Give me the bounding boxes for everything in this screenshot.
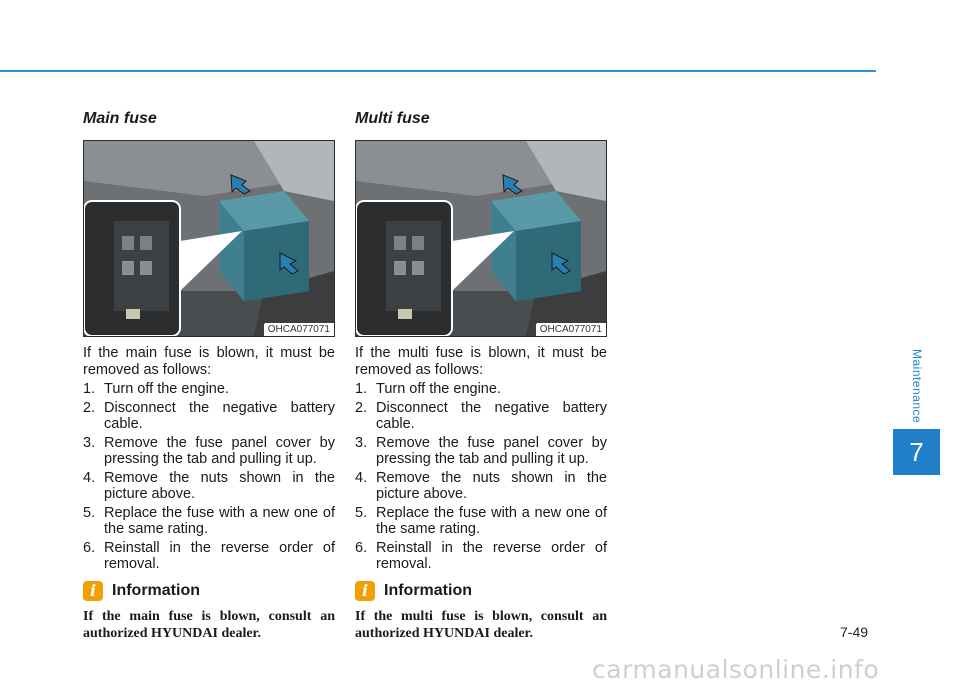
info-icon: i bbox=[83, 581, 103, 601]
engine-bay-illustration bbox=[84, 141, 334, 336]
chapter-name: Maintenance bbox=[910, 348, 924, 424]
intro-text: If the multi fuse is blown, it must be removed as follows: bbox=[355, 345, 607, 378]
list-item: 5. Replace the fuse with a new one of the same rating. bbox=[83, 504, 335, 537]
section-title-multi-fuse: Multi fuse bbox=[355, 110, 430, 127]
photo-code: OHCA077071 bbox=[536, 323, 606, 336]
list-item: 4. Remove the nuts shown in the picture above. bbox=[83, 469, 335, 502]
list-item: 4. Remove the nuts shown in the picture above. bbox=[355, 469, 607, 502]
list-item: 5. Replace the fuse with a new one of the same rating. bbox=[355, 504, 607, 537]
intro-text: If the main fuse is blown, it must be removed as follows: bbox=[83, 345, 335, 378]
list-item: 1. Turn off the engine. bbox=[355, 381, 501, 397]
photo-code: OHCA077071 bbox=[264, 323, 334, 336]
information-text: If the main fuse is blown, consult an authorized HYUNDAI dealer. bbox=[83, 608, 335, 641]
information-heading bbox=[83, 581, 335, 601]
list-item: 6. Reinstall in the reverse order of removal. bbox=[83, 539, 335, 572]
engine-fuse-photo bbox=[355, 140, 607, 337]
watermark: carmanualsonline.info bbox=[592, 655, 880, 684]
information-label: Information bbox=[112, 581, 200, 599]
list-item: 3. Remove the fuse panel cover by pressing the tab and pulling it up. bbox=[355, 434, 607, 467]
chapter-number-tab: 7 bbox=[893, 429, 940, 475]
main-fuse-section bbox=[83, 110, 335, 642]
list-item: 1. Turn off the engine. bbox=[83, 381, 229, 397]
list-item: 2. Disconnect the negative battery cable. bbox=[83, 399, 335, 432]
engine-bay-illustration bbox=[356, 141, 606, 336]
section-title-main-fuse: Main fuse bbox=[83, 110, 157, 127]
step-list bbox=[355, 381, 607, 573]
multi-fuse-section bbox=[355, 110, 607, 642]
page-number: 7-49 bbox=[840, 624, 869, 640]
step-list bbox=[83, 381, 335, 573]
information-label: Information bbox=[384, 581, 472, 599]
header-rule bbox=[0, 70, 876, 72]
information-heading bbox=[355, 581, 607, 601]
info-icon: i bbox=[355, 581, 375, 601]
list-item: 3. Remove the fuse panel cover by pressing the tab and pulling it up. bbox=[83, 434, 335, 467]
information-text: If the multi fuse is blown, consult an authorized HYUNDAI dealer. bbox=[355, 608, 607, 641]
list-item: 2. Disconnect the negative battery cable. bbox=[355, 399, 607, 432]
engine-fuse-photo bbox=[83, 140, 335, 337]
list-item: 6. Reinstall in the reverse order of removal. bbox=[355, 539, 607, 572]
